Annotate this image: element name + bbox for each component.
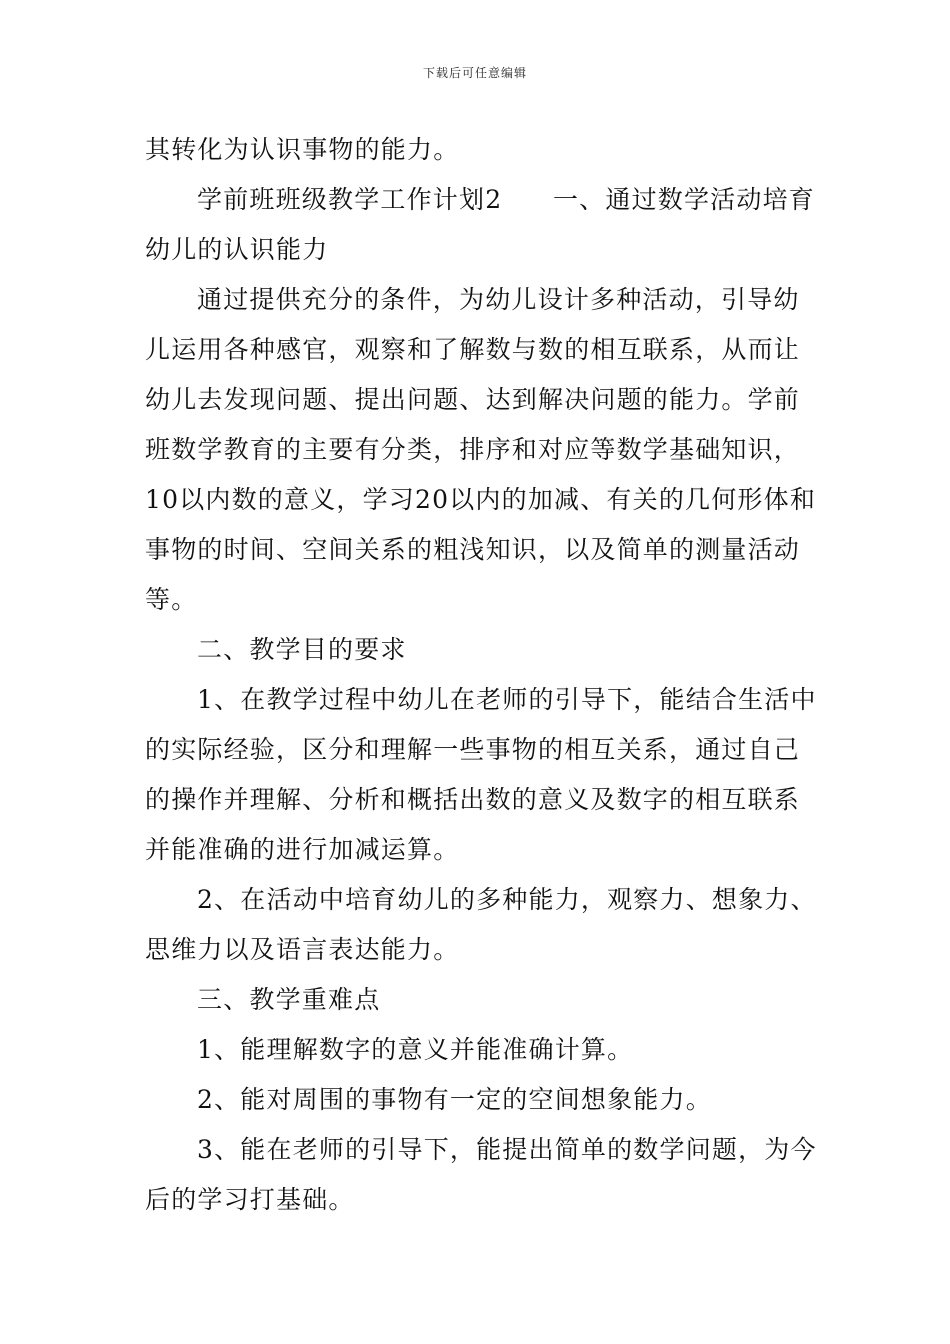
list-item-line: 并能准确的进行加减运算。 [145, 835, 460, 864]
list-item-line: 3、能在老师的引导下，能提出简单的数学问题，为今 [197, 1135, 817, 1164]
section1-heading-part2: 幼儿的认识能力 [145, 235, 329, 264]
list-item-line: 后的学习打基础。 [145, 1185, 355, 1214]
paragraph-line: 幼儿去发现问题、提出问题、达到解决问题的能力。学前 [145, 385, 801, 414]
paragraph-line: 等。 [145, 585, 198, 614]
document-body [145, 125, 815, 1225]
plan-title-line [145, 175, 815, 225]
list-item-line: 2、能对周围的事物有一定的空间想象能力。 [197, 1085, 712, 1114]
list-item-line: 1、在教学过程中幼儿在老师的引导下，能结合生活中 [197, 685, 817, 714]
paragraph-line: 儿运用各种感官，观察和了解数与数的相互联系，从而让 [145, 335, 801, 364]
paragraph-line: 通过提供充分的条件，为幼儿设计多种活动，引导幼 [197, 285, 800, 314]
section3-heading: 三、教学重难点 [197, 985, 381, 1014]
paragraph-line: 10以内数的意义，学习20以内的加减、有关的几何形体和 [145, 485, 817, 514]
list-item-line: 的实际经验，区分和理解一些事物的相互关系，通过自己 [145, 735, 801, 764]
list-item-line: 思维力以及语言表达能力。 [145, 935, 460, 964]
paragraph-line: 事物的时间、空间关系的粗浅知识，以及简单的测量活动 [145, 535, 801, 564]
plan-title: 学前班班级教学工作计划2 [197, 185, 503, 214]
section2-heading: 二、教学目的要求 [197, 635, 407, 664]
paragraph-line: 班数学教育的主要有分类，排序和对应等数学基础知识， [145, 435, 801, 464]
list-item-line: 2、在活动中培育幼儿的多种能力，观察力、想象力、 [197, 885, 817, 914]
section1-heading-part1: 一、通过数学活动培育 [552, 185, 815, 214]
list-item-line: 1、能理解数字的意义并能准确计算。 [197, 1035, 634, 1064]
list-item-line: 的操作并理解、分析和概括出数的意义及数字的相互联系 [145, 785, 801, 814]
page-header: 下载后可任意编辑 [422, 66, 527, 80]
intro-line: 其转化为认识事物的能力。 [145, 135, 460, 164]
